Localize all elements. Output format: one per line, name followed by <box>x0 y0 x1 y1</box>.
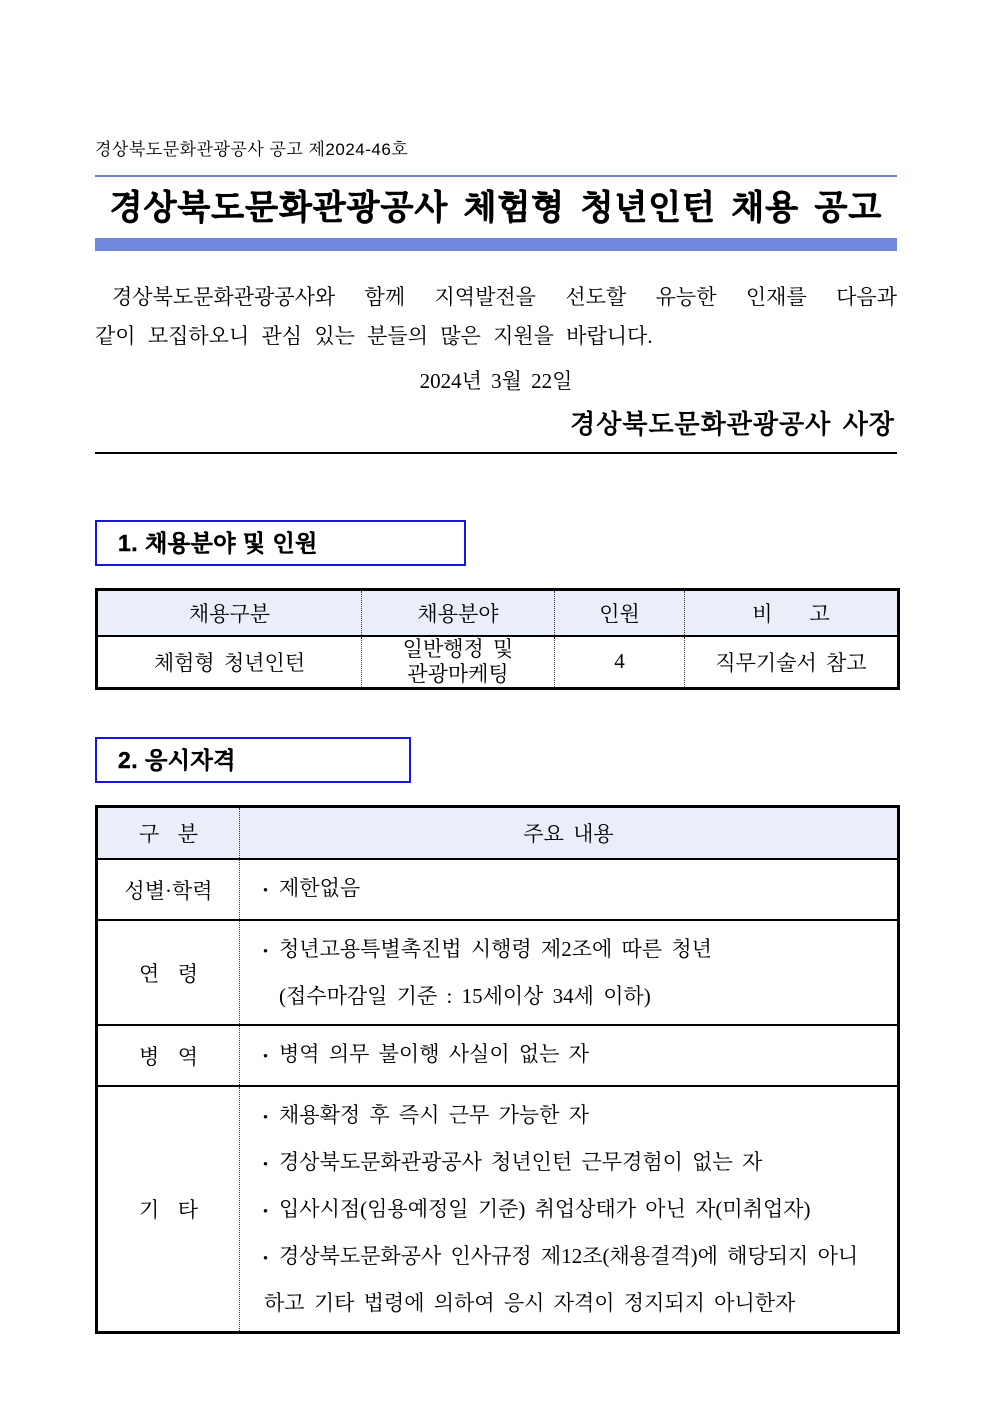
document-content <box>95 0 897 1334</box>
bullet-icon: • <box>262 944 269 960</box>
qualification-header-content: 주요 내용 <box>240 806 899 859</box>
qualification-label: 연 령 <box>97 920 240 1025</box>
qualification-item: • 채용확정 후 즉시 근무 가능한 자 <box>252 1093 887 1140</box>
qualification-row-gender-education <box>97 859 899 920</box>
recruitment-header-headcount: 인원 <box>555 590 685 636</box>
bullet-icon: • <box>262 1049 269 1065</box>
qualification-row-military <box>97 1025 899 1086</box>
qualification-table <box>95 805 900 1335</box>
document-title: 경상북도문화관광공사 체험형 청년인턴 채용 공고 <box>109 189 883 227</box>
intro-paragraph <box>95 278 897 356</box>
recruitment-header-field: 채용분야 <box>362 590 555 636</box>
qualification-content <box>240 1025 899 1086</box>
recruitment-table-row <box>97 636 899 689</box>
intro-line-2: 같이 모집하오니 관심 있는 분들의 많은 지원을 바랍니다. <box>95 324 653 348</box>
signature: 경상북도문화관광공사 사장 <box>570 410 895 439</box>
recruitment-cell-field <box>362 636 555 689</box>
title-accent-bar <box>95 238 897 251</box>
intro-line-1: 경상북도문화관광공사와 함께 지역발전을 선도할 유능한 인재를 다음과 <box>112 285 897 309</box>
bullet-icon: • <box>262 1157 269 1173</box>
bullet-icon: • <box>262 1251 269 1267</box>
section-2-heading <box>95 737 411 783</box>
qualification-item: • 경상북도문화공사 인사규정 제12조(채용결격)에 해당되지 아니 <box>252 1234 887 1281</box>
notice-number: 경상북도문화관광공사 공고 제2024-46호 <box>95 140 409 159</box>
announcement-date: 2024년 3월 22일 <box>419 369 573 393</box>
qualification-item: • 제한없음 <box>252 866 887 913</box>
signature-rule <box>95 452 897 454</box>
qualification-content <box>240 920 899 1025</box>
qualification-item-continuation: 하고 기타 법령에 의하여 응시 자격이 정지되지 아니한자 <box>264 1291 796 1315</box>
recruitment-cell-headcount: 4 <box>555 636 685 689</box>
qualification-item: • 청년고용특별촉진법 시행령 제2조에 따른 청년 <box>252 927 887 974</box>
qualification-item: • 경상북도문화관광공사 청년인턴 근무경험이 없는 자 <box>252 1140 887 1187</box>
section-2-heading-label: 2. 응시자격 <box>118 746 236 773</box>
qualification-table-header-row <box>97 806 899 859</box>
qualification-item-continuation: (접수마감일 기준 : 15세이상 34세 이하) <box>279 984 651 1008</box>
qualification-label: 기 타 <box>97 1086 240 1333</box>
section-1-heading-label: 1. 채용분야 및 인원 <box>118 530 318 556</box>
qualification-row-age <box>97 920 899 1025</box>
qualification-label: 병 역 <box>97 1025 240 1086</box>
qualification-row-etc <box>97 1086 899 1333</box>
qualification-content <box>240 1086 899 1333</box>
recruitment-table <box>95 588 900 690</box>
qualification-item: • 병역 의무 불이행 사실이 없는 자 <box>252 1032 887 1079</box>
field-line-2: 관광마케팅 <box>407 661 509 686</box>
recruitment-table-header-row <box>97 590 899 636</box>
bullet-icon: • <box>262 883 269 899</box>
recruitment-cell-category: 체험형 청년인턴 <box>97 636 362 689</box>
bullet-icon: • <box>262 1204 269 1220</box>
qualification-item: • 입사시점(임용예정일 기준) 취업상태가 아닌 자(미취업자) <box>252 1187 887 1234</box>
bullet-icon: • <box>262 1110 269 1126</box>
recruitment-cell-note: 직무기술서 참고 <box>685 636 899 689</box>
section-1-heading <box>95 520 466 566</box>
qualification-label: 성별·학력 <box>97 859 240 920</box>
recruitment-header-note: 비 고 <box>685 590 899 636</box>
field-line-1: 일반행정 및 <box>402 636 514 661</box>
qualification-header-label: 구 분 <box>97 806 240 859</box>
top-rule <box>95 175 897 177</box>
qualification-content <box>240 859 899 920</box>
recruitment-header-category: 채용구분 <box>97 590 362 636</box>
